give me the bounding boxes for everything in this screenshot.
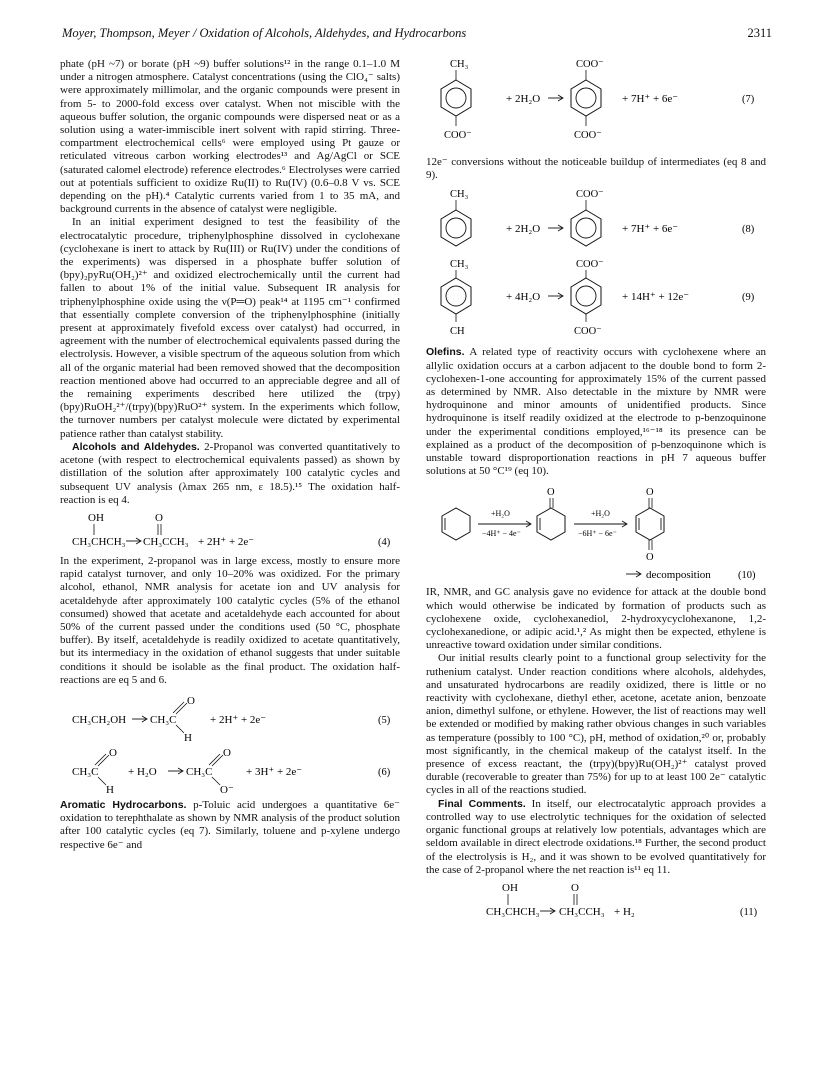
eq7-top-left: CH₃ [450,59,469,70]
eq10-arrow1-top: +H₂O [491,509,510,519]
paragraph: In an initial experiment designed to test the feasibility of the electrocatalytic procedure, triphenylphosphine dissolved in cyclohexane (cyclohexane is inert to attack by Ru(III) or Ru(IV) under the conditions of the experiments) was dispersed in a phosphate buffer solution of (bpy)₂pyRu(OH₂)²⁺ and oxidized electrochemically until the current had fallen to about 1% of the initial value. Subsequent IR analysis for triphenylphosphine oxide using the ν(P═O) peak¹⁴ at 1195 cm⁻¹ confirmed that essentially complete conversion of the triphenylphosphine (initially present at approximately fivefold excess over catalyst) had occurred, in agreement with the number of electrochemical equivalents passed during the electrolysis. However, a visible spectrum of the aqueous solution from which all of the organic material had been removed showed that the decomposition reaction mentioned above had occurred to an appreciable degree and all of the remaining experiments described here utilized the (trpy)(bpy)RuOH₂²⁺/(trpy)(bpy)RuO²⁺ system. In the experiments which follow, the turnover numbers per catalyst molecule were dictated by experimental patience rather than catalyst stability. [60,216,400,440]
eq11-number: (11) [740,906,758,918]
eq10-quinone-o-bottom: O [646,552,654,564]
eq8-top-left: CH₃ [450,189,469,201]
right-column [426,56,766,925]
equation-6 [60,747,400,795]
left-column [60,58,400,852]
running-header [62,26,772,42]
equation-8 [426,186,766,252]
running-title: Moyer, Thompson, Meyer / Oxidation of Alcohols, Aldehydes, and Hydrocarbons [62,26,467,40]
eq6-number: (6) [378,766,391,778]
eq5-o: O [187,694,195,707]
eq11-rest: + H₂ [614,905,635,918]
eq11-right: CH₃CCH₃ [559,905,605,918]
paragraph: IR, NMR, and GC analysis gave no evidence for attack at the double bond which would otherwise be indicated by formation of products such as cyclohexene oxide, cyclohexanediol, 2-hydroxycyclohexanone, 1,2-cyclohexanedione, or adipic acid.¹,² As might then be expected, ethylene is unreactive toward oxidation under similar conditions. [426,586,766,652]
eq10-tail: decomposition [646,569,711,582]
eq7-top-right: COO⁻ [576,59,604,70]
eq9-top-right: COO⁻ [576,259,604,271]
eq5-mid: CH₃C [150,713,177,726]
eq6-mid: CH₃C [186,765,213,778]
eq4-number: (4) [378,536,391,548]
eq10-arrow2-bottom: −6H⁺ − 6e⁻ [578,529,617,539]
equation-5 [60,695,400,743]
paragraph: phate (pH ~7) or borate (pH ~9) buffer solutions¹² in the range 0.1–1.0 M under a nitrogen atmosphere. Catalyst concentrations (using the ClO₄⁻ salts) were approximately millimolar, and the organic compounds were present in from 5- to 2000-fold excess over catalyst. When not miscible with the aqueous buffer solution, the organic compounds were dispersed neat or as a solution using a water-immiscible inert solvent with rapid stirring. Three-compartment electrochemical cells⁶ were employed using Pt gauze or reticulated vitreous carbon working electrodes¹³ and Ag/AgCl or SCE (saturated calomel electrode) reference electrodes.⁶ Electrolyses were carried out at potentials sufficient to oxidize Ru(II) to Ru(IV) (0.6–0.8 V vs. SCE depending on the pH).⁴ Catalytic currents varied from 1 to 35 mA, and background currents in the absence of catalyst were negligible. [60,58,400,216]
eq7-bottom-right: COO⁻ [574,130,602,141]
eq6-ominus: O⁻ [220,783,234,795]
eq8-top-right: COO⁻ [576,189,604,201]
paragraph: In itself, our electrocatalytic approach provides a controlled way to use electrolytic techniques for the oxidation of selected organic functional groups at relatively low potentials, advantages which are seldom available in direct electrode oxidations.¹⁸ Further, the second product of the electrolysis is H₂, and it was shown to be evolved quantitatively for the case of 2-propanol where the net reaction is¹¹ eq 11. [426,797,766,876]
section-heading: Olefins. [426,346,465,359]
eq6-o2: O [223,746,231,759]
eq9-top-left: CH₃ [450,259,469,271]
eq5-h: H [184,731,192,743]
paragraph: 2-Propanol was converted quantitatively to acetone (with respect to electrochemical equivalents passed) as shown by distillation of the solution after approximately 100 catalytic cycles and subsequent UV analysis (λmax 265 nm, ε 18.5).¹⁵ The oxidation half-reaction is eq 4. [60,440,400,506]
eq5-left: CH₃CH₂OH [72,713,127,726]
eq4-rest: + 2H⁺ + 2e⁻ [198,535,255,548]
eq8-rest: + 7H⁺ + 6e⁻ [622,223,679,236]
eq10-arrow2-top: +H₂O [591,509,610,519]
eq4-right: CH₃CCH₃ [143,535,189,548]
eq10-quinone-o-top: O [646,487,654,499]
section-heading: Alcohols and Aldehydes. [72,440,200,453]
eq7-rest: + 7H⁺ + 6e⁻ [622,93,679,105]
eq11-oh: OH [502,881,518,894]
eq6-plus: + H₂O [128,765,157,778]
eq7-number: (7) [742,94,755,105]
eq4-oh: OH [88,511,104,524]
eq8-number: (8) [742,224,755,236]
eq5-rest: + 2H⁺ + 2e⁻ [210,713,267,726]
eq6-h: H [106,783,114,795]
paragraph: 12e⁻ conversions without the noticeable buildup of intermediates (eq 8 and 9). [426,156,766,182]
section-heading: Final Comments. [438,797,526,810]
equation-10 [426,486,766,582]
equation-11 [426,881,766,921]
eq6-left: CH₃C [72,765,99,778]
eq8-plus: + 2H₂O [506,223,541,236]
eq9-bottom-left: CH [450,326,465,338]
eq9-plus: + 4H₂O [506,291,541,304]
equation-7 [426,56,766,152]
eq7-bottom-left: COO⁻ [444,130,472,141]
equation-4 [60,511,400,551]
paragraph: In the experiment, 2-propanol was in large excess, mostly to ensure more rapid catalyst turnover, and only 10–20% was oxidized. For the primary alcohol, ethanol, NMR analysis for acetate ion and UV analysis for acetaldehyde after approximately 100 catalytic cycles (5% of the ethanol consumed) showed that acetate and acetaldehyde each accounted for about 50% of the current passed under the conditions used (50 °C, phosphate buffer). By itself, acetaldehyde is readily oxidized to acetate quantitatively, but its intermediacy in the oxidation of ethanol suggests that under suitable conditions it should be isolable as the final product. The oxidation half-reactions are eq 5 and 6. [60,554,400,686]
page-number: 2311 [747,26,772,40]
eq10-ketone-o: O [547,487,555,499]
eq9-bottom-right: COO⁻ [574,326,602,338]
eq4-left: CH₃CHCH₃ [72,535,126,548]
eq6-rest: + 3H⁺ + 2e⁻ [246,765,303,778]
equation-9 [426,256,766,342]
eq10-number: (10) [738,570,756,582]
eq9-number: (9) [742,292,755,304]
paragraph: p-Toluic acid undergoes a quantitative 6e⁻ oxidation to terephthalate as shown by NMR analysis of the product solution after 100 catalytic cycles (eq 7). Similarly, toluene and p-xylene undergo respective 6e⁻ and [60,798,400,851]
section-heading: Aromatic Hydrocarbons. [60,798,187,811]
eq6-o: O [109,746,117,759]
eq9-rest: + 14H⁺ + 12e⁻ [622,291,690,304]
eq10-arrow1-bottom: −4H⁺ − 4e⁻ [482,529,521,539]
eq11-o: O [571,881,579,894]
eq11-left: CH₃CHCH₃ [486,905,540,918]
paragraph: A related type of reactivity occurs with cyclohexene where an allylic oxidation occurs at a carbon adjacent to the double bond to form 2-cyclohexen-1-one accounting for approximately 15% of the current passed as determined by NMR. Also detectable in the mixture by NMR were hydroquinone and minor amounts of unidentified products. Since hydroquinone is itself readily oxidized at the electrode to p-benzoquinone under the experimental conditions employed,¹⁶⁻¹⁸ its presence can be explained as a product of the decomposition of p-benzoquinone which is unstable toward disproportionation reactions in pH 7 aqueous buffer solutions at 50 °C¹⁹ (eq 10). [426,346,766,478]
eq4-o: O [155,511,163,524]
eq7-plus: + 2H₂O [506,93,541,105]
eq5-number: (5) [378,714,391,726]
paragraph: Our initial results clearly point to a functional group selectivity for the ruthenium catalyst. Under reaction conditions where alcohols, aldehydes, and unsaturated hydrocarbons are readily oxidized, there is little or no reactivity with cyclohexane, diethyl ether, acetone, acetate anion, benzoate anion, dimethyl sulfone, or ethylene. However, the list of reactions may well be extended or modified by making rather obvious changes in such variables as temperature (possibly to 100 °C), pH, method of oxidation,²⁰ or, probably most significantly, in the chemical makeup of the catalyst itself. In the presence of excess reactant, the (trpy)(bpy)Ru(OH₂)²⁺ catalyst proved durable (recoverable to greater than 75%) for up to at least 100 2e⁻ catalytic cycles in all of the reactions studied. [426,652,766,797]
